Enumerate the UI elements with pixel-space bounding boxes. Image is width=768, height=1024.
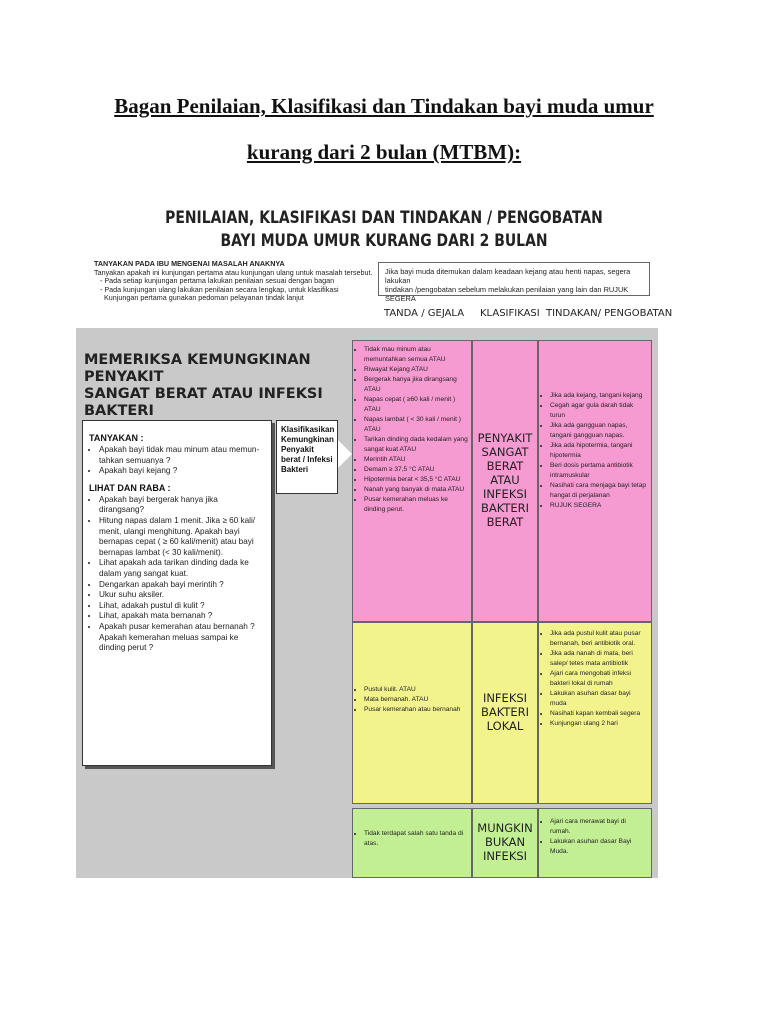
look-label: LIHAT DAN RABA : bbox=[89, 482, 171, 493]
sign-item: • Hipotermia berat < 35,5 °C ATAU bbox=[364, 475, 468, 485]
classification-line: BERAT ATAU bbox=[486, 459, 524, 487]
section-heading-line2: SANGAT BERAT ATAU INFEKSI BAKTERI bbox=[84, 386, 323, 419]
sign-item: • Bergerak hanya jika dirangsang ATAU bbox=[364, 375, 468, 395]
action-item: • Jika ada gangguan napas, tangani gangguan napas. bbox=[550, 421, 648, 441]
look-item: • Ukur suhu aksiler. bbox=[99, 590, 265, 601]
look-item: • Lihat apakah ada tarikan dinding dada ke dalam yang sangat kuat. bbox=[99, 558, 265, 579]
signs-list bbox=[355, 685, 468, 715]
classification-line: BAKTERI bbox=[480, 705, 530, 719]
sign-item: • Tidak mau minum atau memuntahkan semua ATAU bbox=[364, 345, 468, 365]
sign-item: • Napas cepat ( ≥60 kali / menit ) ATAU bbox=[364, 395, 468, 415]
classification-line: INFEKSI bbox=[482, 691, 528, 705]
sign-item: • Pusar kemerahan meluas ke dinding perut. bbox=[364, 495, 468, 515]
action-list bbox=[541, 817, 648, 857]
column-header-action: TINDAKAN/ PENGOBATAN bbox=[546, 308, 673, 319]
look-item: • Apakah pusar kemerahan atau bernanah ? Apakah kemerahan meluas sampai ke dinding perut ? bbox=[99, 622, 265, 654]
action-item: • Jika ada kejang, tangani kejang bbox=[550, 391, 648, 401]
document-title-line2: kurang dari 2 bulan (MTBM): bbox=[246, 140, 522, 164]
sign-item: • Demam ≥ 37,5 °C ATAU bbox=[364, 465, 468, 475]
classification-label-none bbox=[473, 821, 537, 863]
action-item: • Kunjungan ulang 2 hari bbox=[550, 719, 648, 729]
action-list bbox=[541, 391, 648, 511]
action-item: • Jika ada hipotermia, tangani hipotermia bbox=[550, 441, 648, 461]
signs-cell-none bbox=[352, 808, 472, 878]
signs-cell-severe bbox=[352, 340, 472, 622]
action-cell-none bbox=[538, 808, 652, 878]
column-header-classification: KLASIFIKASI bbox=[480, 308, 540, 319]
action-item: • Cegah agar gula darah tidak turun bbox=[550, 401, 648, 421]
action-list bbox=[541, 629, 648, 729]
urgent-note-line: Jika bayi muda ditemukan dalam keadaan kejang atau henti napas, segera lakukan bbox=[385, 267, 631, 285]
classification-cell-none bbox=[472, 808, 538, 878]
classification-cell-severe bbox=[472, 340, 538, 622]
classification-line: BAKTERI bbox=[480, 501, 530, 515]
ask-mother-line: Tanyakan apakah ini kunjungan pertama atau kunjungan ulang untuk masalah tersebut. bbox=[94, 267, 373, 277]
sign-item: • Pusar kemerahan atau bernanah bbox=[364, 705, 468, 715]
action-item: • Lakukan asuhan dasar bayi muda bbox=[550, 689, 648, 709]
action-item: • Lakukan asuhan dasar Bayi Muda. bbox=[550, 837, 648, 857]
look-item: • Lihat, adakah pustul di kulit ? bbox=[99, 601, 265, 612]
classify-label-box: Klasifikasikan Kemungkinan Penyakit berat / Infeksi Bakteri bbox=[276, 420, 338, 494]
classification-label-local bbox=[473, 691, 537, 733]
action-item: • Nasihati cara menjaga bayi tetap hangat di perjalanan bbox=[550, 481, 648, 501]
ask-label: TANYAKAN : bbox=[89, 433, 144, 443]
classification-cell-local bbox=[472, 622, 538, 804]
sign-item: • Tarikan dinding dada kedalam yang sangat kuat ATAU bbox=[364, 435, 468, 455]
sign-item: • Pustul kulit. ATAU bbox=[364, 685, 468, 695]
ask-mother-heading: TANYAKAN PADA IBU MENGENAI MASALAH ANAKNYA bbox=[94, 259, 285, 268]
ask-item: • Apakah bayi kejang ? bbox=[99, 466, 265, 477]
look-items-list bbox=[89, 495, 265, 654]
action-item: • Beri dosis pertama antibiotik intramuskular bbox=[550, 461, 648, 481]
action-item: • Jika ada pustul kulit atau pusar bernanah, beri antibiotik oral. bbox=[550, 629, 648, 649]
column-header-signs: TANDA / GEJALA bbox=[384, 308, 465, 319]
action-item: • Ajari cara merawat bayi di rumah. bbox=[550, 817, 648, 837]
sign-item: • Mata bernanah. ATAU bbox=[364, 695, 468, 705]
action-item: • RUJUK SEGERA bbox=[550, 501, 648, 511]
arrow-right-icon bbox=[338, 440, 352, 468]
action-cell-local bbox=[538, 622, 652, 804]
sign-item: • Napas lambat ( < 30 kali / menit ) ATAU bbox=[364, 415, 468, 435]
chart-header-line1: PENILAIAN, KLASIFIKASI DAN TINDAKAN / PENGOBATAN bbox=[165, 208, 603, 228]
signs-list bbox=[355, 345, 468, 515]
chart-header-line2: BAYI MUDA UMUR KURANG DARI 2 BULAN bbox=[220, 231, 548, 251]
classification-line: LOKAL bbox=[486, 719, 524, 733]
classification-line: INFEKSI bbox=[482, 849, 528, 863]
action-item: • Nasihati kapan kembali segera bbox=[550, 709, 648, 719]
sign-item: • Tidak terdapat salah satu tanda di atas. bbox=[364, 829, 468, 849]
ask-mother-line: - Pada kunjungan ulang lakukan penilaian secara lengkap, untuk klasifikasi bbox=[100, 284, 339, 294]
section-heading bbox=[84, 352, 354, 420]
section-heading-line1: MEMERIKSA KEMUNGKINAN PENYAKIT bbox=[84, 352, 311, 385]
look-item: • Lihat, apakah mata bernanah ? bbox=[99, 611, 265, 622]
ask-mother-line: Kunjungan pertama gunakan pedoman pelayanan tindak lanjut bbox=[104, 293, 304, 303]
ask-mother-line: - Pada setiap kunjungan pertama lakukan penilaian sesuai dengan bagan bbox=[100, 276, 335, 286]
classification-line: SANGAT bbox=[481, 445, 529, 459]
classification-line: MUNGKIN bbox=[477, 821, 533, 835]
sign-item: • Riwayat Kejang ATAU bbox=[364, 365, 468, 375]
signs-cell-local bbox=[352, 622, 472, 804]
classification-label-severe bbox=[473, 431, 537, 529]
urgent-note-box bbox=[378, 262, 650, 303]
look-item: • Dengarkan apakah bayi merintih ? bbox=[99, 580, 265, 591]
action-item: • Ajari cara mengobati infeksi bakteri lokal di rumah bbox=[550, 669, 648, 689]
look-item: • Hitung napas dalam 1 menit. Jika ≥ 60 kali/ menit, ulangi menghitung. Apakah bayi bernapas cepat ( ≥ 60 kali/menit) atau bayi bernapas lambat (< 30 kali/menit). bbox=[99, 516, 265, 558]
document-title-line1: Bagan Penilaian, Klasifikasi dan Tindakan bayi muda umur bbox=[114, 94, 654, 118]
classification-line: PENYAKIT bbox=[477, 431, 533, 445]
classification-line: INFEKSI bbox=[482, 487, 528, 501]
urgent-note-line: tindakan /pengobatan sebelum melakukan penilaian yang lain dan RUJUK SEGERA bbox=[385, 285, 629, 303]
sign-item: • Merintih ATAU bbox=[364, 455, 468, 465]
classification-line: BERAT bbox=[486, 515, 524, 529]
sign-item: • Nanah yang banyak di mata ATAU bbox=[364, 485, 468, 495]
classification-line: BUKAN bbox=[484, 835, 526, 849]
ask-items-list bbox=[89, 445, 265, 477]
signs-list bbox=[355, 829, 468, 849]
ask-item: • Apakah bayi tidak mau minum atau memun-tahkan semuanya ? bbox=[99, 445, 265, 466]
assessment-questions-box bbox=[82, 420, 272, 766]
action-item: • Jika ada nanah di mata, beri salep/ tetes mata antibiotik bbox=[550, 649, 648, 669]
action-cell-severe bbox=[538, 340, 652, 622]
ask-mother-section bbox=[94, 260, 379, 303]
look-item: • Apakah bayi bergerak hanya jika dirangsang? bbox=[99, 495, 265, 516]
